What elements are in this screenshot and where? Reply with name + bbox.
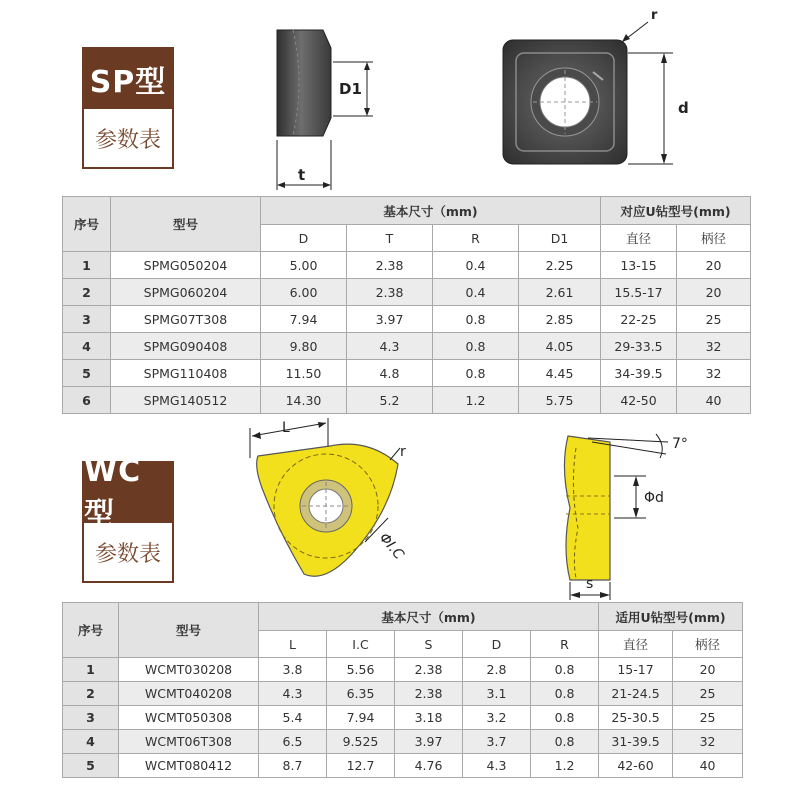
table-cell: 5 [63,360,111,387]
table-cell: 0.8 [433,333,519,360]
sp-dim-D1-label: D1 [339,80,362,98]
table-cell: 5.00 [261,252,347,279]
table-cell: 32 [677,333,751,360]
sp-col-index: 序号 [63,197,111,252]
wc-subcol: S [395,631,463,658]
table-row [63,682,743,706]
table-cell: WCMT06T308 [119,730,259,754]
wc-subcol: 柄径 [673,631,743,658]
table-cell: 3 [63,306,111,333]
wc-top-view-diagram [240,418,440,593]
table-cell: 4 [63,730,119,754]
sp-top-view-diagram [498,8,688,178]
wc-dim-s-label: s [586,576,594,592]
table-cell: 31-39.5 [599,730,673,754]
sp-dim-r-label: r [651,8,658,23]
table-cell: 25 [673,682,743,706]
table-cell: 0.8 [531,706,599,730]
wc-badge-title: WC型 [84,463,172,523]
table-row [63,252,751,279]
table-cell: 25-30.5 [599,706,673,730]
table-cell: 9.80 [261,333,347,360]
sp-badge-title: SP型 [84,49,172,109]
table-cell: 4.76 [395,754,463,778]
table-cell: 0.8 [531,682,599,706]
table-cell: 4.05 [519,333,601,360]
sp-badge-subtitle: 参数表 [94,127,161,153]
table-cell: 1 [63,252,111,279]
sp-subcol: R [433,225,519,252]
table-cell: 20 [677,279,751,306]
table-cell: 25 [677,306,751,333]
table-cell: 32 [673,730,743,754]
table-cell: WCMT080412 [119,754,259,778]
table-cell: 6.00 [261,279,347,306]
table-cell: 0.4 [433,279,519,306]
wc-subcol: D [463,631,531,658]
table-cell: SPMG090408 [111,333,261,360]
table-cell: 4.3 [259,682,327,706]
table-cell: 40 [673,754,743,778]
wc-subcol: L [259,631,327,658]
table-cell: 3.97 [395,730,463,754]
table-cell: 6.5 [259,730,327,754]
table-cell: 2.85 [519,306,601,333]
table-cell: 2.61 [519,279,601,306]
table-cell: 0.8 [433,360,519,387]
table-cell: 0.8 [531,658,599,682]
table-cell: 2.25 [519,252,601,279]
table-cell: 3.97 [347,306,433,333]
table-row [63,279,751,306]
table-cell: 20 [677,252,751,279]
table-cell: 14.30 [261,387,347,414]
table-cell: 15-17 [599,658,673,682]
table-cell: 3.8 [259,658,327,682]
table-cell: 0.4 [433,252,519,279]
table-cell: 34-39.5 [601,360,677,387]
table-row [63,706,743,730]
table-cell: 5 [63,754,119,778]
table-cell: 3.18 [395,706,463,730]
table-cell: 2.38 [395,682,463,706]
table-cell: 32 [677,360,751,387]
table-cell: 7.94 [261,306,347,333]
wc-table-body [63,658,743,778]
table-cell: WCMT030208 [119,658,259,682]
wc-group-basic: 基本尺寸（mm) [259,603,599,631]
sp-table-body [63,252,751,414]
table-cell: WCMT040208 [119,682,259,706]
table-cell: 8.7 [259,754,327,778]
sp-col-model: 型号 [111,197,261,252]
table-cell: 21-24.5 [599,682,673,706]
sp-spec-table [62,196,751,414]
table-row [63,658,743,682]
wc-dim-ic-label: ΦI.C [375,530,407,563]
wc-group-drill: 适用U钻型号(mm) [599,603,743,631]
table-cell: 29-33.5 [601,333,677,360]
table-row [63,730,743,754]
sp-subcol: 直径 [601,225,677,252]
table-row [63,754,743,778]
table-cell: 5.4 [259,706,327,730]
sp-subcol: 柄径 [677,225,751,252]
table-cell: 20 [673,658,743,682]
table-cell: 4.3 [347,333,433,360]
table-cell: 40 [677,387,751,414]
sp-side-view-diagram [265,20,375,195]
table-cell: 5.2 [347,387,433,414]
wc-subcol: 直径 [599,631,673,658]
sp-group-drill: 对应U钻型号(mm) [601,197,751,225]
table-row [63,306,751,333]
table-cell: 7.94 [327,706,395,730]
table-cell: 4.45 [519,360,601,387]
table-cell: 3.7 [463,730,531,754]
sp-subcol: D1 [519,225,601,252]
wc-dim-phid-label: Φd [644,490,664,506]
table-cell: 2.8 [463,658,531,682]
table-cell: 3 [63,706,119,730]
wc-badge-subtitle: 参数表 [94,541,161,567]
wc-side-view-diagram [548,428,708,603]
table-cell: 11.50 [261,360,347,387]
table-cell: 1.2 [433,387,519,414]
table-cell: 2 [63,682,119,706]
wc-badge [82,453,174,583]
table-cell: 5.75 [519,387,601,414]
table-cell: 2.38 [347,279,433,306]
table-cell: 42-50 [601,387,677,414]
sp-subcol: T [347,225,433,252]
table-cell: SPMG050204 [111,252,261,279]
table-cell: 13-15 [601,252,677,279]
table-cell: 5.56 [327,658,395,682]
wc-col-index: 序号 [63,603,119,658]
table-cell: SPMG110408 [111,360,261,387]
table-cell: 42-60 [599,754,673,778]
table-cell: 4 [63,333,111,360]
wc-dim-angle-label: 7° [672,436,688,452]
table-cell: 9.525 [327,730,395,754]
table-cell: 22-25 [601,306,677,333]
table-cell: 6 [63,387,111,414]
table-cell: 2 [63,279,111,306]
wc-dim-r-label: r [400,444,406,460]
table-cell: 2.38 [395,658,463,682]
table-row [63,387,751,414]
table-cell: 2.38 [347,252,433,279]
wc-dim-L-label: L [282,420,290,436]
sp-dim-t-label: t [298,166,306,184]
wc-col-model: 型号 [119,603,259,658]
table-row [63,333,751,360]
sp-badge [82,47,174,169]
table-cell: 3.1 [463,682,531,706]
table-cell: 25 [673,706,743,730]
sp-dim-d-label: d [678,99,689,117]
table-cell: SPMG140512 [111,387,261,414]
table-cell: 1.2 [531,754,599,778]
table-cell: SPMG060204 [111,279,261,306]
wc-subcol: R [531,631,599,658]
table-cell: SPMG07T308 [111,306,261,333]
table-cell: 12.7 [327,754,395,778]
sp-subcol: D [261,225,347,252]
wc-spec-table [62,602,743,778]
wc-subcol: I.C [327,631,395,658]
table-cell: 4.8 [347,360,433,387]
table-cell: 3.2 [463,706,531,730]
table-row [63,360,751,387]
table-cell: 15.5-17 [601,279,677,306]
table-cell: 6.35 [327,682,395,706]
table-cell: 4.3 [463,754,531,778]
sp-group-basic: 基本尺寸（mm) [261,197,601,225]
table-cell: 0.8 [531,730,599,754]
table-cell: 0.8 [433,306,519,333]
table-cell: 1 [63,658,119,682]
table-cell: WCMT050308 [119,706,259,730]
